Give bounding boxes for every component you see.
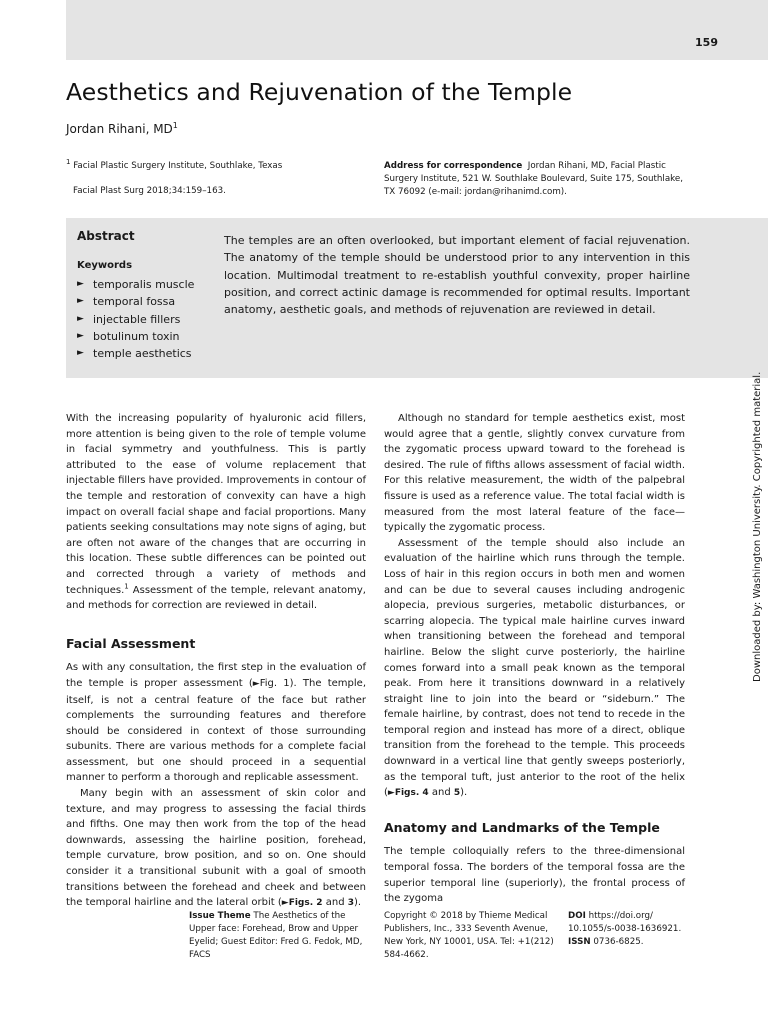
author-name: Jordan Rihani, MD [66, 122, 173, 136]
affiliation-text: Facial Plastic Surgery Institute, Southlake, Texas [73, 161, 283, 171]
figure-ref-text: Figs. 2 [288, 898, 323, 909]
paragraph-text: Many begin with an assessment of skin color and texture, and may progress to assessing the facial thirds and fifths. One may then work from the top of the head downwards, assessing the hairline position, forehead, temple curvature, brow position, and so on. One should consider it a transitional subunit with a goal of smooth transitions between the forehead and cheek and between the temporal hairline and the lateral orbit ( [66, 788, 366, 909]
section-heading-facial-assessment: Facial Assessment [66, 635, 196, 651]
keyword-item [77, 311, 194, 328]
arrow-icon: ► [77, 330, 84, 341]
left-column [66, 411, 366, 912]
keyword-text: injectable fillers [93, 312, 181, 326]
page-number: 159 [695, 36, 718, 49]
keyword-text: temporalis muscle [93, 278, 195, 291]
paragraph-text: As with any consultation, the first step in the evaluation of the temple is proper assessment ( [66, 662, 366, 689]
doi-link[interactable]: https://doi.org/ 10.1055/s-0038-1636921. [568, 911, 682, 934]
author-superscript: 1 [172, 121, 178, 130]
figure-link[interactable]: ►Figs. 4 [387, 788, 429, 799]
keyword-item [77, 293, 194, 310]
hairline-paragraph [384, 536, 685, 802]
correspondence-label: Address for correspondence [384, 161, 523, 171]
keywords-heading: Keywords [77, 260, 133, 271]
correspondence [384, 160, 684, 199]
arrow-icon: ► [77, 279, 84, 289]
keyword-item [77, 345, 194, 362]
abstract-text: The temples are an often overlooked, but important element of facial rejuvenation. The anatomy of the temple should be understood prior to any intervention in this location. Multimodal treatment to re-establish youthful convexity, proper hairline position, and correct actinic damage is recommended for optimal results. Important anatomy, aesthetic goals, and methods of rejuvenation are reviewed in detail. [224, 234, 690, 317]
correspondence-text: Jordan Rihani, MD, Facial Plastic Surgery Institute, 521 W. Southlake Boulevard, Suite 175, Southlake, TX 76092 (e-mail: jordan@rihanimd.com). [384, 161, 683, 197]
facial-assessment-paragraph-1 [66, 660, 366, 786]
footer-doi [568, 910, 698, 949]
article-title: Aesthetics and Rejuvenation of the Temple [66, 78, 573, 106]
citation: Facial Plast Surg 2018;34:159–163. [73, 186, 226, 196]
paragraph-text: and [428, 787, 454, 799]
footer-issue-theme [189, 910, 369, 962]
download-notice: Downloaded by: Washington University. Copyrighted material. [752, 371, 763, 682]
intro-paragraph [66, 411, 366, 614]
figure-link[interactable]: ►Fig. 1 [252, 677, 290, 689]
footer-theme-label: Issue Theme [189, 911, 251, 921]
figure-link[interactable]: 3 [347, 898, 354, 909]
paragraph-text: ). [353, 897, 362, 909]
paragraph-text: Assessment of the temple should also include an evaluation of the hairline which runs through the temple. Loss of hair in this region occurs in both men and women and can be due to several causes including androgenic alopecia, previous surgeries, metabolic disturbances, or scarring alopecia. The typical male hairline curves inward when transitioning between the forehead and temporal hairline. Below the slight curve posteriorly, the hairline comes forward into a small peak known as the temporal peak. From here it transitions downward in a relatively straight line to join into the beard or “sideburn.” The female hairline, by contrast, does not tend to recede in the temporal region and instead has more of a direct, oblique transition from the forehead to the temple. This proceeds downward in a vertical line that gently sweeps posteriorly, as the temporal tuft, just anterior to the root of the helix ( [384, 537, 685, 799]
anatomy-paragraph: The temple colloquially refers to the three-dimensional temporal fossa. The borders of the temporal fossa are the superior temporal line (superiorly), the frontal process of the zygoma [384, 846, 685, 905]
footer-theme-text: The Aesthetics of the Upper face: Forehead, Brow and Upper Eyelid; Guest Editor: Fred G. Fedok, MD, FACS [189, 911, 363, 960]
keyword-text: temporal fossa [93, 295, 176, 309]
abstract-box [66, 218, 768, 378]
section-heading-anatomy: Anatomy and Landmarks of the Temple [384, 819, 660, 835]
facial-assessment-paragraph-2 [66, 786, 366, 912]
paragraph-text: ). [460, 787, 468, 799]
abstract-heading: Abstract [77, 229, 135, 243]
side-note-container [738, 371, 763, 682]
footer-copyright: Copyright © 2018 by Thieme Medical Publishers, Inc., 333 Seventh Avenue, New York, NY 10001, USA. Tel: +1(212) 584-4662. [384, 911, 554, 960]
affiliation-superscript: 1 [66, 158, 71, 167]
paragraph-text: and [322, 897, 348, 909]
arrow-icon: ► [77, 313, 84, 324]
right-column [384, 411, 685, 907]
keyword-item [77, 328, 194, 345]
issn-value: 0736-6825. [593, 937, 644, 947]
author-line [66, 122, 178, 136]
doi-label: DOI [568, 911, 586, 921]
keyword-text: temple aesthetics [93, 347, 192, 361]
intro-text-end: Assessment of the temple, relevant anatomy, and methods for correction are reviewed in detail. [66, 584, 366, 612]
keyword-item [77, 276, 194, 293]
keyword-text: botulinum toxin [93, 329, 180, 343]
keywords-list [77, 276, 194, 362]
rule-of-fifths-paragraph: Although no standard for temple aesthetics exist, most would agree that a gentle, slightly convex curvature from the zygomatic process upward toward to the forehead is desired. The rule of fifths allows assessment of facial width. For this relative measurement, the width of the palpebral fissure is used as a reference value. The total facial width is measured from the most lateral feature of the face—typically the zygomatic process. [384, 413, 685, 534]
issn-label: ISSN [568, 937, 591, 947]
figure-ref-text: Fig. 1 [259, 677, 290, 689]
arrow-icon: ► [77, 296, 84, 307]
intro-text: With the increasing popularity of hyaluronic acid fillers, more attention is being given to the role of temple volume in facial symmetry and youthfulness. This is partly attributed to the ease of volume replacement that injectable fillers have provided. Improvements in contour of the temple and restoration of convexity can have a high impact on overall facial shape and facial proportions. Many patients seeking consultations may note signs of aging, but are often not aware of the changes that are occurring in this location. These subtle differences can be pointed out and corrected through a variety of methods and techniques. [66, 413, 366, 596]
header-gray-bar [66, 0, 768, 60]
arrow-icon: ► [77, 348, 84, 359]
figure-link[interactable]: ►Figs. 2 [281, 898, 323, 909]
figure-ref-text: Figs. 4 [394, 788, 429, 799]
affiliation [66, 160, 366, 173]
reference-superscript: 1 [124, 582, 129, 591]
figure-link[interactable]: 5 [453, 788, 461, 799]
paragraph-text: ). The temple, itself, is not a central feature of the face but rather complements the surrounding features and therefore should be considered in context of those surrounding subunits. There are various methods for a complete facial assessment, but one should proceed in a sequential manner to perform a thorough and replicable assessment. [66, 677, 367, 784]
